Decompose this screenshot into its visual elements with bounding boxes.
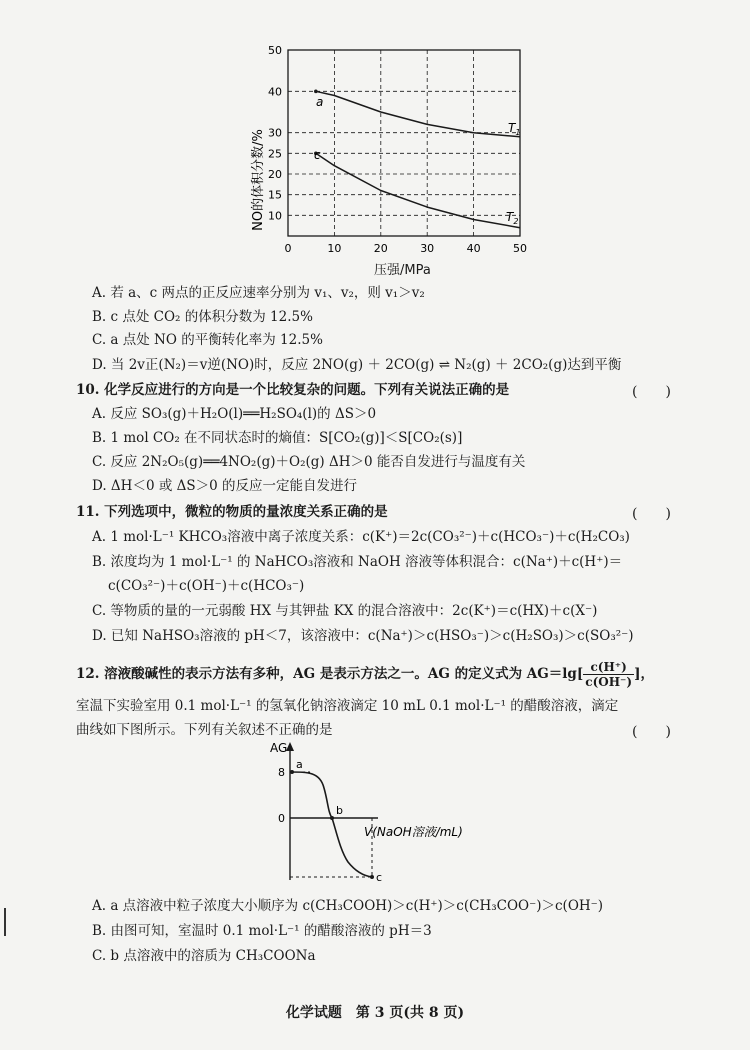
series-line-t2	[316, 153, 520, 227]
series-line-t1	[316, 91, 520, 137]
chart1-y-tick: 10	[268, 209, 282, 223]
q10-option-d: D. ΔH＜0 或 ΔS＞0 的反应一定能自发进行	[92, 478, 357, 494]
chart1-x-tick: 40	[466, 242, 481, 255]
page-footer: 化学试题 第 3 页(共 8 页)	[285, 1005, 465, 1021]
chart1-grid	[288, 50, 520, 236]
q11-option-a: A. 1 mol·L⁻¹ KHCO₃溶液中离子浓度关系：c(K⁺)＝2c(CO₃²⁻)＋c(HCO₃⁻)＋c(H₂CO₃)	[92, 529, 630, 545]
chart1-y-tick: 50	[268, 44, 282, 57]
ag-y-label: AG	[270, 741, 288, 755]
chart1-y-tick: 25	[268, 147, 282, 161]
margin-mark	[4, 908, 6, 936]
chart1-frame	[288, 50, 520, 236]
q12-stem-text: 12. 溶液酸碱性的表示方法有多种，AG 是表示方法之一。AG 的定义式为 AG＝lg[	[76, 666, 584, 682]
chart1-x-tick: 50	[513, 242, 527, 255]
ag-curve	[290, 772, 372, 877]
q12-stem-line3: 曲线如下图所示。下列有关叙述不正确的是	[76, 722, 333, 738]
ag-label-b: b	[336, 804, 343, 817]
chart1-y-tick: 40	[268, 85, 282, 99]
q9-option-c: C. a 点处 NO 的平衡转化率为 12.5%	[92, 332, 323, 348]
chart1-x-tick: 10	[327, 242, 342, 255]
series-label-t1: $T_1$	[508, 121, 521, 137]
q10-stem: 10. 化学反应进行的方向是一个比较复杂的问题。下列有关说法正确的是	[76, 382, 510, 398]
chart1-x-tick: 0	[284, 242, 292, 255]
ag-point-c	[370, 875, 374, 879]
q10-option-b: B. 1 mol CO₂ 在不同状态时的熵值：S[CO₂(g)]＜S[CO₂(s)]	[92, 430, 463, 446]
ag-point-a	[290, 770, 294, 774]
ag-titration-chart	[268, 738, 528, 886]
chart1-ylabel: NO的体积分数/%	[251, 129, 266, 231]
chart1-y-tick: 20	[268, 168, 282, 181]
q10-option-c: C. 反应 2N₂O₅(g)══4NO₂(g)＋O₂(g) ΔH＞0 能否自发进行与温度有关	[92, 454, 526, 470]
q11-stem: 11. 下列选项中，微粒的物质的量浓度关系正确的是	[76, 504, 388, 520]
q11-option-b-line1: B. 浓度均为 1 mol·L⁻¹ 的 NaHCO₃溶液和 NaOH 溶液等体积混合：c(Na⁺)＋c(H⁺)＝	[92, 554, 623, 570]
ag-label-a: a	[296, 758, 303, 771]
q9-option-b: B. c 点处 CO₂ 的体积分数为 12.5%	[92, 309, 313, 325]
ag-point-b	[330, 816, 334, 820]
q10-answer-paren: ( )	[632, 384, 671, 400]
ag-fraction	[583, 660, 634, 689]
q12-option-b: B. 由图可知，室温时 0.1 mol·L⁻¹ 的醋酸溶液的 pH＝3	[92, 923, 432, 939]
series-label-t2: $T_2$	[506, 210, 519, 226]
q12-option-a: A. a 点溶液中粒子浓度大小顺序为 c(CH₃COOH)＞c(H⁺)＞c(CH₃COO⁻)＞c(OH⁻)	[92, 898, 604, 914]
q12-stem-end: ]，	[634, 666, 654, 682]
point-label-a: a	[316, 95, 324, 109]
chart1-y-tick: 30	[268, 126, 282, 140]
q10-option-a: A. 反应 SO₃(g)＋H₂O(l)══H₂SO₄(l)的 ΔS＞0	[92, 406, 377, 422]
chart1-curves	[314, 90, 520, 228]
q12-answer-paren: ( )	[632, 724, 671, 740]
point-label-c: c	[314, 148, 321, 162]
ag-y-tick-8: 8	[278, 766, 285, 779]
chart1-y-tick: 15	[268, 188, 282, 202]
q12-stem-line1	[76, 658, 654, 690]
chart1-tick-labels	[268, 44, 527, 255]
chart1-x-tick: 20	[373, 242, 388, 255]
ag-x-label: V(NaOH溶液/mL)	[364, 825, 463, 839]
q11-option-d: D. 已知 NaHSO₃溶液的 pH＜7，该溶液中：c(Na⁺)＞c(HSO₃⁻)＞c(H₂SO₃)＞c(SO₃²⁻)	[92, 628, 634, 644]
q11-option-c: C. 等物质的量的一元弱酸 HX 与其钾盐 KX 的混合溶液中：2c(K⁺)＝c(HX)＋c(X⁻)	[92, 603, 598, 619]
q9-option-d: D. 当 2v正(N₂)＝v逆(NO)时，反应 2NO(g) ＋ 2CO(g) ⇌ N₂(g) ＋ 2CO₂(g)达到平衡	[92, 357, 622, 373]
frac-denominator: c(OH⁻)	[585, 675, 633, 689]
chart1-xlabel: 压强/MPa	[374, 263, 431, 278]
ag-y-tick-0: 0	[278, 812, 285, 825]
no-volume-fraction-chart	[240, 40, 540, 280]
ag-label-c: c	[376, 871, 383, 884]
q12-option-c: C. b 点溶液中的溶质为 CH₃COONa	[92, 948, 316, 964]
q9-option-a: A. 若 a、c 两点的正反应速率分别为 v₁、v₂，则 v₁＞v₂	[92, 285, 425, 301]
chart1-point-a	[314, 90, 318, 94]
frac-numerator: c(H⁺)	[583, 660, 634, 675]
chart1-x-tick: 30	[420, 242, 435, 255]
q12-stem-line2: 室温下实验室用 0.1 mol·L⁻¹ 的氢氧化钠溶液滴定 10 mL 0.1 mol·L⁻¹ 的醋酸溶液，滴定	[76, 698, 619, 714]
q11-answer-paren: ( )	[632, 506, 671, 522]
q11-option-b-line2: c(CO₃²⁻)＋c(OH⁻)＋c(HCO₃⁻)	[108, 578, 305, 594]
